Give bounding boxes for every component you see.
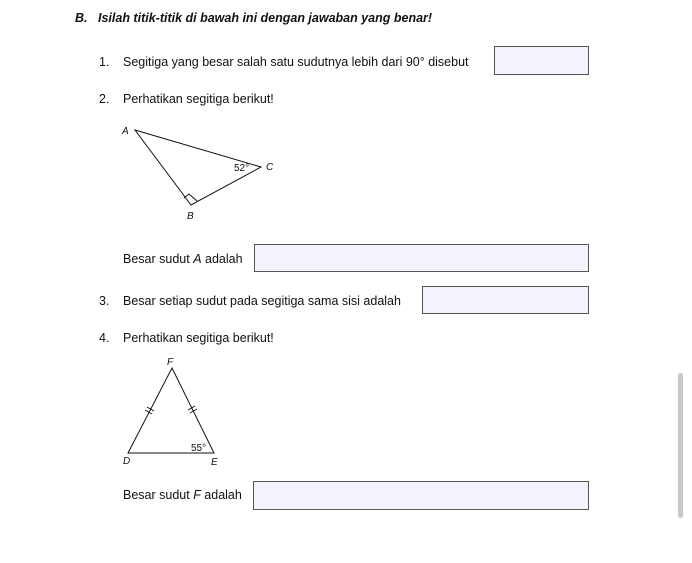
right-angle-marker-b	[184, 194, 197, 201]
vertex-label-a: A	[122, 126, 129, 137]
tick-ef-1	[190, 409, 197, 413]
question-number: 3.	[99, 294, 110, 308]
angle-label-e: 55°	[191, 443, 207, 454]
question-text: Perhatikan segitiga berikut!	[123, 331, 274, 345]
tick-df-1	[145, 410, 152, 414]
vertex-label-d: D	[123, 456, 131, 467]
triangle-abc	[135, 130, 261, 205]
question-text: Perhatikan segitiga berikut!	[123, 92, 274, 106]
answer-field-3[interactable]	[422, 286, 589, 314]
vertex-label-c: C	[266, 162, 274, 173]
question-number: 1.	[99, 55, 110, 69]
triangle-def	[128, 368, 214, 453]
vertex-label-f: F	[167, 357, 174, 368]
question-prompt: Besar sudut A adalah	[123, 252, 243, 266]
question-text: Segitiga yang besar salah satu sudutnya lebih dari 90° disebut	[123, 55, 469, 69]
vertex-label-b: B	[187, 211, 194, 222]
section-title: Isilah titik-titik di bawah ini dengan jawaban yang benar!	[98, 11, 433, 25]
angle-label-c: 52°	[234, 163, 250, 174]
section-letter: B.	[75, 11, 88, 25]
answer-field-1[interactable]	[494, 46, 589, 75]
question-number: 2.	[99, 92, 110, 106]
scrollbar-thumb[interactable]	[678, 373, 683, 518]
question-number: 4.	[99, 331, 110, 345]
tick-df-2	[147, 407, 154, 411]
answer-field-4[interactable]	[253, 481, 589, 510]
answer-field-2[interactable]	[254, 244, 589, 272]
question-prompt: Besar sudut F adalah	[123, 488, 242, 502]
vertex-label-e: E	[211, 457, 218, 468]
tick-ef-2	[188, 406, 195, 410]
question-text: Besar setiap sudut pada segitiga sama sisi adalah	[123, 294, 401, 308]
